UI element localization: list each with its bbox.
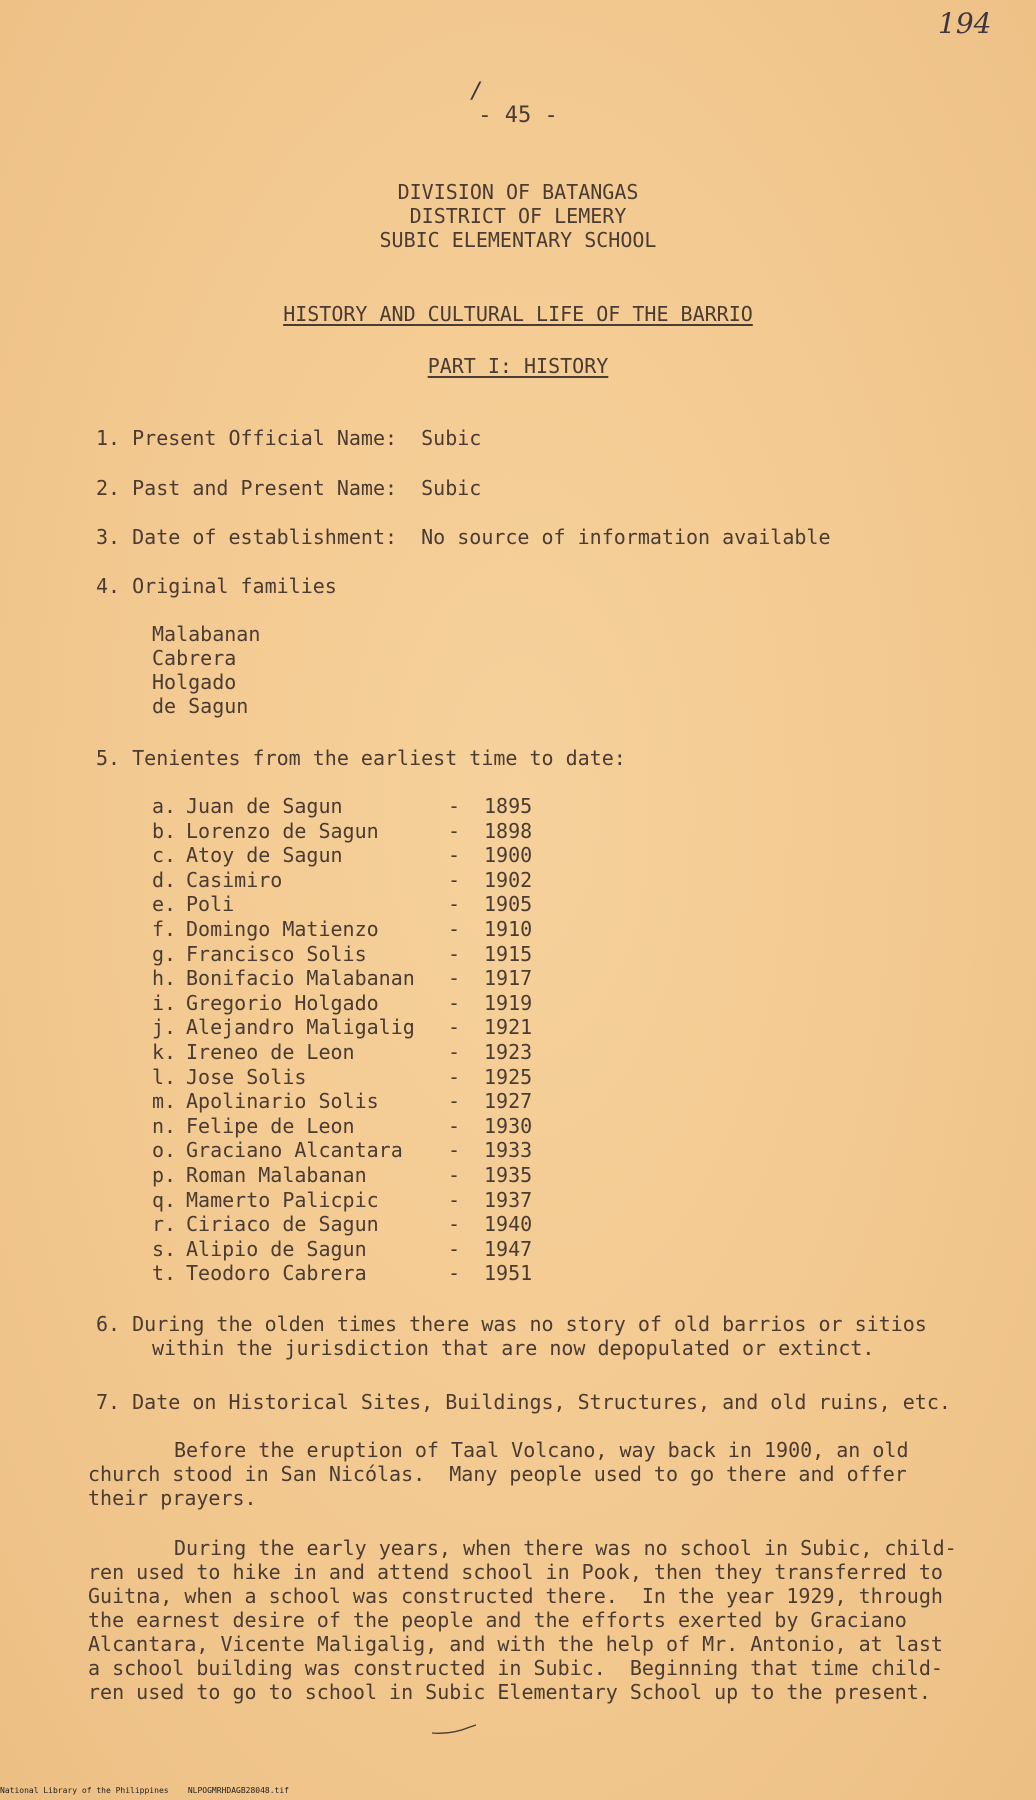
teniente-name: Juan de Sagun [186, 794, 343, 818]
teniente-year: 1930 [484, 1114, 533, 1138]
teniente-year: 1915 [484, 942, 533, 966]
teniente-name: Teodoro Cabrera [186, 1261, 367, 1285]
teniente-dash: - [448, 819, 461, 843]
paragraph-1-line-1: Before the eruption of Taal Volcano, way back in 1900, an old [174, 1438, 909, 1462]
paragraph-1-line-3: their prayers. [88, 1486, 257, 1510]
teniente-letter: s. [152, 1237, 177, 1261]
teniente-dash: - [448, 794, 461, 818]
teniente-year: 1933 [484, 1138, 533, 1162]
teniente-name: Graciano Alcantara [186, 1138, 403, 1162]
paragraph-2-line-7: ren used to go to school in Subic Elementary School up to the present. [88, 1680, 931, 1704]
teniente-letter: f. [152, 917, 177, 941]
teniente-dash: - [448, 917, 461, 941]
teniente-year: 1927 [484, 1089, 533, 1113]
teniente-name: Francisco Solis [186, 942, 367, 966]
document-title: HISTORY AND CULTURAL LIFE OF THE BARRIO [283, 302, 753, 326]
teniente-letter: c. [152, 843, 177, 867]
teniente-year: 1919 [484, 991, 533, 1015]
item-7: 7. Date on Historical Sites, Buildings, Structures, and old ruins, etc. [96, 1390, 951, 1414]
teniente-letter: l. [152, 1065, 177, 1089]
paragraph-2-line-3: Guitna, when a school was constructed there. In the year 1929, through [88, 1584, 943, 1608]
item-4: 4. Original families [96, 574, 337, 598]
teniente-letter: o. [152, 1138, 177, 1162]
paragraph-2-line-5: Alcantara, Vicente Maligalig, and with the help of Mr. Antonio, at last [88, 1632, 943, 1656]
teniente-year: 1923 [484, 1040, 533, 1064]
teniente-year: 1921 [484, 1015, 533, 1039]
paragraph-2-line-4: the earnest desire of the people and the efforts exerted by Graciano [88, 1608, 907, 1632]
teniente-dash: - [448, 1040, 461, 1064]
teniente-letter: j. [152, 1015, 177, 1039]
teniente-year: 1940 [484, 1212, 533, 1236]
teniente-name: Alejandro Maligalig [186, 1015, 415, 1039]
teniente-name: Poli [186, 892, 235, 916]
archive-footer: National Library of the Philippines NLPOGMRHDAGB28048.tif [0, 1786, 289, 1795]
part-heading: PART I: HISTORY [427, 354, 609, 378]
teniente-dash: - [448, 1188, 461, 1212]
teniente-dash: - [448, 1163, 461, 1187]
teniente-dash: - [448, 1015, 461, 1039]
teniente-dash: - [448, 966, 461, 990]
paragraph-2-line-6: a school building was constructed in Subic. Beginning that time child- [88, 1656, 943, 1680]
teniente-dash: - [448, 1114, 461, 1138]
teniente-dash: - [448, 942, 461, 966]
teniente-name: Alipio de Sagun [186, 1237, 367, 1261]
header-district: DISTRICT OF LEMERY [409, 204, 627, 228]
teniente-year: 1898 [484, 819, 533, 843]
teniente-name: Ciriaco de Sagun [186, 1212, 379, 1236]
teniente-name: Domingo Matienzo [186, 917, 379, 941]
item-6-line-2: within the jurisdiction that are now depopulated or extinct. [152, 1336, 875, 1360]
teniente-name: Casimiro [186, 868, 283, 892]
teniente-year: 1902 [484, 868, 533, 892]
teniente-letter: t. [152, 1261, 177, 1285]
teniente-year: 1895 [484, 794, 533, 818]
teniente-year: 1947 [484, 1237, 533, 1261]
teniente-letter: k. [152, 1040, 177, 1064]
paragraph-2-line-2: ren used to hike in and attend school in Pook, then they transferred to [88, 1560, 943, 1584]
teniente-letter: m. [152, 1089, 177, 1113]
teniente-name: Mamerto Palicpic [186, 1188, 379, 1212]
teniente-dash: - [448, 892, 461, 916]
teniente-letter: e. [152, 892, 177, 916]
item-3: 3. Date of establishment: No source of information available [96, 525, 831, 549]
teniente-dash: - [448, 1237, 461, 1261]
teniente-dash: - [448, 1089, 461, 1113]
family-2: Cabrera [152, 646, 237, 670]
teniente-year: 1951 [484, 1261, 533, 1285]
teniente-year: 1937 [484, 1188, 533, 1212]
item-6-line-1: 6. During the olden times there was no story of old barrios or sitios [96, 1312, 927, 1336]
teniente-name: Bonifacio Malabanan [186, 966, 415, 990]
page-number: - 45 - [478, 103, 558, 128]
teniente-letter: q. [152, 1188, 177, 1212]
teniente-year: 1905 [484, 892, 533, 916]
pencil-mark: / [470, 79, 484, 104]
teniente-name: Felipe de Leon [186, 1114, 355, 1138]
teniente-name: Jose Solis [186, 1065, 307, 1089]
teniente-dash: - [448, 1212, 461, 1236]
teniente-year: 1925 [484, 1065, 533, 1089]
teniente-name: Atoy de Sagun [186, 843, 343, 867]
header-school: SUBIC ELEMENTARY SCHOOL [379, 228, 657, 252]
teniente-letter: i. [152, 991, 177, 1015]
teniente-name: Lorenzo de Sagun [186, 819, 379, 843]
stamp-number: 194 [938, 7, 992, 40]
teniente-year: 1917 [484, 966, 533, 990]
teniente-name: Roman Malabanan [186, 1163, 367, 1187]
teniente-letter: h. [152, 966, 177, 990]
teniente-dash: - [448, 991, 461, 1015]
teniente-letter: r. [152, 1212, 177, 1236]
family-4: de Sagun [152, 694, 249, 718]
teniente-dash: - [448, 868, 461, 892]
family-1: Malabanan [152, 622, 261, 646]
item-2: 2. Past and Present Name: Subic [96, 476, 482, 500]
teniente-year: 1910 [484, 917, 533, 941]
teniente-letter: n. [152, 1114, 177, 1138]
teniente-name: Gregorio Holgado [186, 991, 379, 1015]
teniente-dash: - [448, 1261, 461, 1285]
teniente-letter: p. [152, 1163, 177, 1187]
header-division: DIVISION OF BATANGAS [397, 180, 639, 204]
item-5: 5. Tenientes from the earliest time to date: [96, 746, 626, 770]
teniente-dash: - [448, 1065, 461, 1089]
paragraph-2-line-1: During the early years, when there was no school in Subic, child- [174, 1536, 957, 1560]
teniente-dash: - [448, 843, 461, 867]
item-1: 1. Present Official Name: Subic [96, 426, 482, 450]
teniente-letter: a. [152, 794, 177, 818]
teniente-letter: b. [152, 819, 177, 843]
teniente-name: Apolinario Solis [186, 1089, 379, 1113]
teniente-year: 1935 [484, 1163, 533, 1187]
pen-squiggle [430, 1722, 480, 1736]
teniente-letter: d. [152, 868, 177, 892]
teniente-letter: g. [152, 942, 177, 966]
paragraph-1-line-2: church stood in San Nicólas. Many people used to go there and offer [88, 1462, 907, 1486]
teniente-year: 1900 [484, 843, 533, 867]
teniente-dash: - [448, 1138, 461, 1162]
teniente-name: Ireneo de Leon [186, 1040, 355, 1064]
family-3: Holgado [152, 670, 237, 694]
